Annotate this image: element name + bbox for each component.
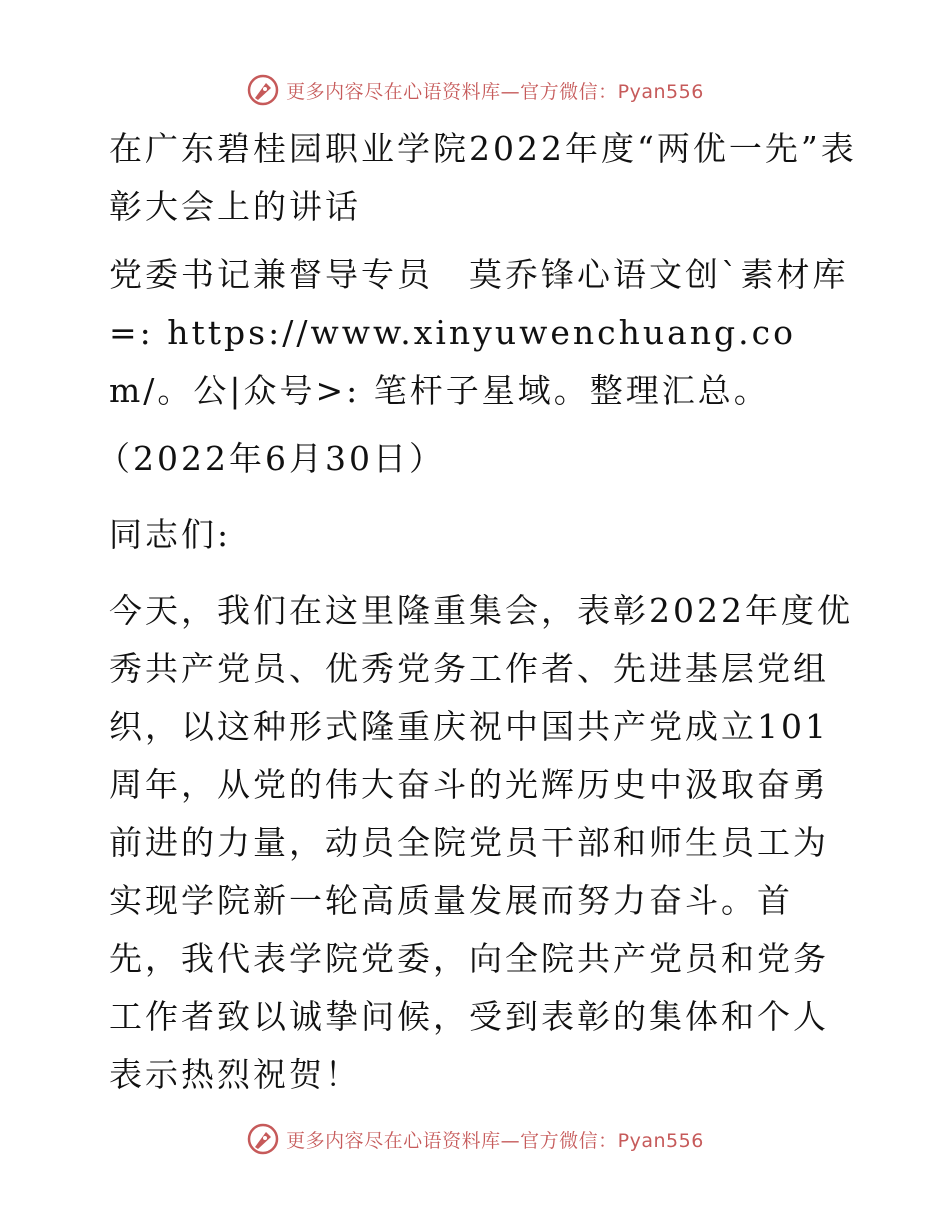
document-body: [97, 120, 857, 1104]
pen-nib-circle-icon: [246, 1122, 280, 1156]
pen-nib-circle-icon: [246, 73, 280, 107]
body-paragraph: 今天，我们在这里隆重集会，表彰2022年度优秀共产党员、优秀党务工作者、先进基层党组织，以这种形式隆重庆祝中国共产党成立101周年，从党的伟大奋斗的光辉历史中汲取奋勇前进的力量，动员全院党员干部和师生员工为实现学院新一轮高质量发展而努力奋斗。首先，我代表学院党委，向全院共产党员和党务工作者致以诚挚问候，受到表彰的集体和个人表示热烈祝贺！: [109, 591, 853, 1094]
greeting: 同志们:: [109, 515, 232, 554]
watermark-text: 更多内容尽在心语资料库: [286, 1129, 501, 1152]
watermark-suffix: —官方微信：Pyan556: [500, 1129, 704, 1152]
document-title: 在广东碧桂园职业学院2022年度“两优一先”表彰大会上的讲话: [109, 129, 857, 226]
watermark-text: 更多内容尽在心语资料库: [286, 80, 501, 103]
author-line: 党委书记兼督导专员 莫乔锋心语文创`素材库=: https://www.xinyuwenchuang.com/。公|众号>: 笔杆子星域。整理汇总。: [109, 255, 849, 410]
header-watermark: [0, 70, 950, 110]
speech-date: （2022年6月30日）: [97, 439, 445, 478]
footer-watermark: [0, 1119, 950, 1159]
watermark-suffix: —官方微信：Pyan556: [500, 80, 704, 103]
